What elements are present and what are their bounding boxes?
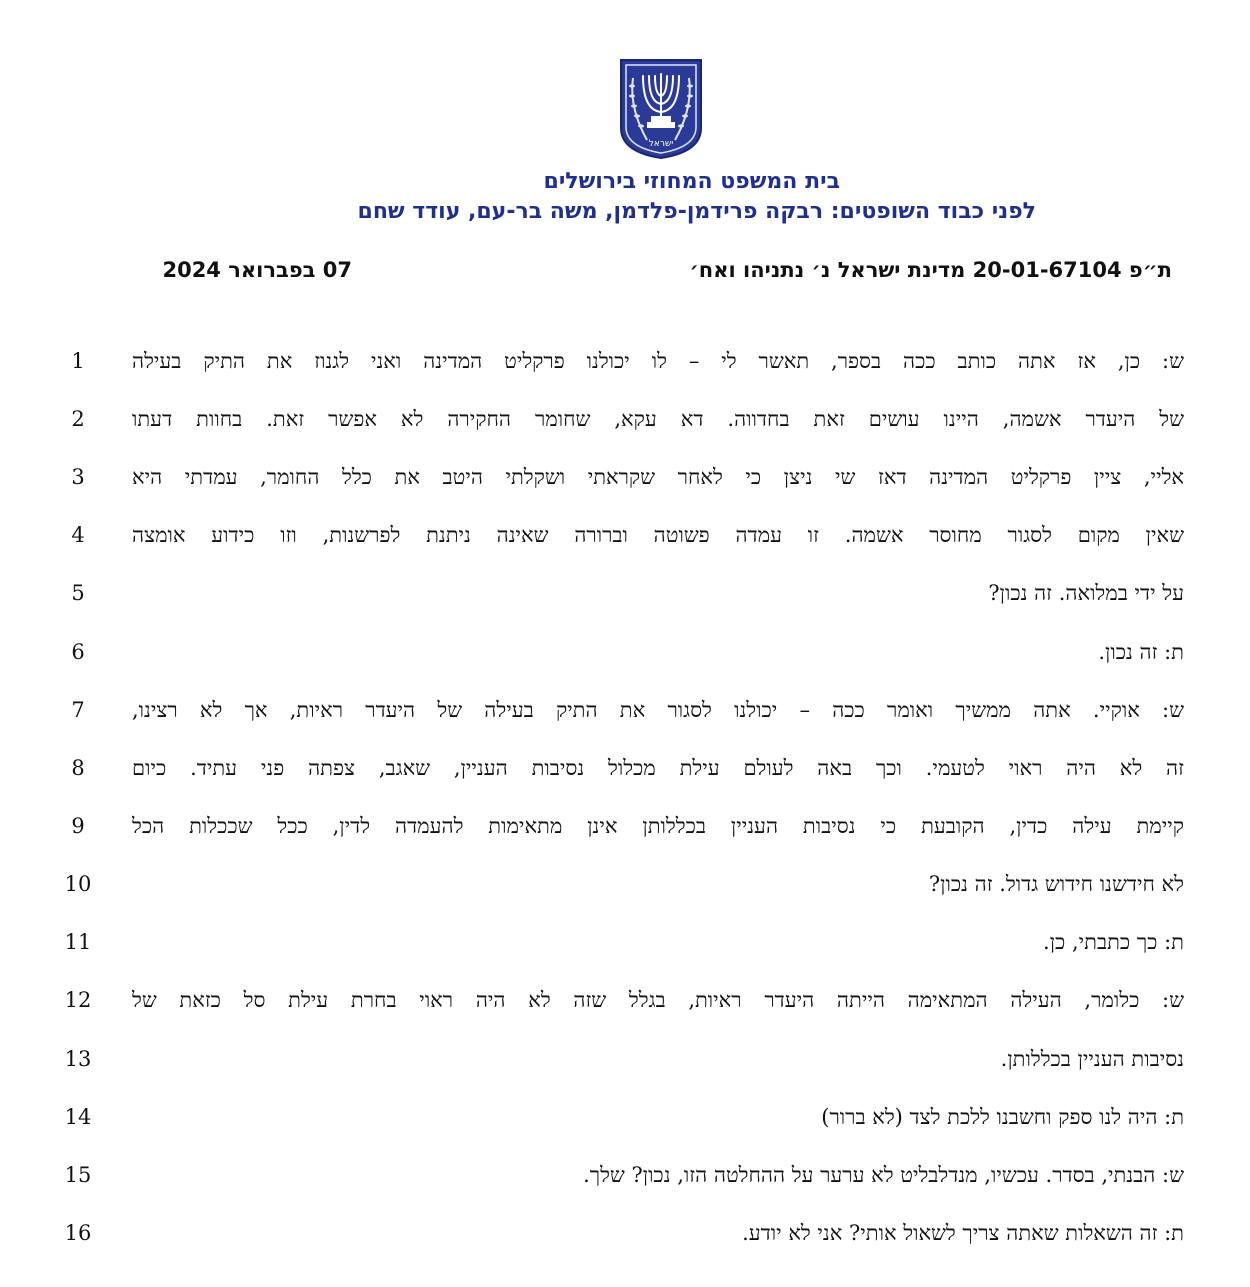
line-number: 16 (64, 1221, 92, 1245)
transcript-line (0, 515, 1250, 555)
transcript-line (0, 632, 1250, 672)
line-text: אליי, ציין פרקליט המדינה דאז שי ניצן כי לאחר שקראתי ושקלתי היטב את כלל החומר, עמדתי היא (132, 465, 1184, 489)
transcript-line (0, 1155, 1250, 1195)
line-text: לא חידשנו חידוש גדול. זה נכון? (928, 872, 1184, 896)
line-number: 7 (71, 698, 85, 722)
line-text: ש: אוקיי. אתה ממשיך ואומר ככה – יכולנו לסגור את התיק בעילה של היעדר ראיות, אך לא רצינו, (132, 698, 1184, 722)
line-text: ת: זה נכון. (1098, 640, 1184, 664)
line-text: שאין מקום לסגור מחוסר אשמה. זו עמדה פשוטה וברורה שאינה ניתנת לפרשנות, וזו כידוע אומצה (132, 523, 1184, 547)
line-text: על ידי במלואה. זה נכון? (988, 581, 1184, 605)
line-number: 14 (64, 1105, 92, 1129)
transcript-line (0, 748, 1250, 788)
line-text: ש: הבנתי, בסדר. עכשיו, מנדלבליט לא ערער על ההחלטה הזו, נכון? שלך. (583, 1163, 1184, 1187)
transcript-line (0, 399, 1250, 439)
line-number: 3 (71, 465, 85, 489)
transcript-line (0, 1097, 1250, 1137)
transcript-line (0, 573, 1250, 613)
line-number: 9 (71, 814, 85, 838)
line-number: 13 (64, 1047, 92, 1071)
transcript-line (0, 980, 1250, 1020)
transcript-line (0, 341, 1250, 381)
transcript-line (0, 864, 1250, 904)
line-number: 6 (71, 640, 85, 664)
line-number: 1 (71, 349, 85, 373)
line-number: 2 (71, 407, 85, 431)
court-name: בית המשפט המחוזי בירושלים (543, 169, 840, 194)
judges-line: לפני כבוד השופטים: רבקה פרידמן-פלדמן, משה בר-עם, עודד שחם (357, 199, 1036, 224)
line-text: קיימת עילה כדין, הקובעת כי נסיבות העניין בכללותן אינן מתאימות להעמדה לדין, ככל שככלות הכל (132, 814, 1184, 838)
hearing-date: 07 בפברואר 2024 (162, 258, 352, 282)
line-text: ש: כלומר, העילה המתאימה הייתה היעדר ראיות, בגלל שזה לא היה ראוי בחרת עילת סל כזאת של (132, 988, 1184, 1012)
line-text: ש: כן, אז אתה כותב ככה בספר, תאשר לי – לו יכולנו פרקליט המדינה ואני לגנוז את התיק בעילה (132, 349, 1184, 373)
line-text: זה לא היה ראוי לטעמי. וכך באה לעולם עילת מכלול נסיבות העניין, שאגב, צפתה פני עתיד. כיום (132, 756, 1184, 780)
line-text: של היעדר אשמה, היינו עושים זאת בחדווה. דא עקא, שחומר החקירה לא אפשר זאת. בחוות דעתו (132, 407, 1184, 431)
line-number: 15 (64, 1163, 92, 1187)
line-number: 12 (64, 988, 92, 1012)
transcript-line (0, 1039, 1250, 1079)
line-text: ת: כך כתבתי, כן. (1043, 930, 1184, 954)
line-number: 4 (71, 523, 85, 547)
emblem-text: ישראל (648, 139, 674, 149)
line-text: ת: היה לנו ספק וחשבנו ללכת לצד (לא ברור) (821, 1105, 1184, 1129)
line-number: 8 (71, 756, 85, 780)
transcript-line (0, 690, 1250, 730)
line-text: נסיבות העניין בכללותן. (1000, 1047, 1184, 1071)
transcript-line (0, 806, 1250, 846)
line-number: 5 (71, 581, 85, 605)
transcript-line (0, 1213, 1250, 1253)
line-number: 11 (64, 930, 92, 954)
line-number: 10 (64, 872, 92, 896)
transcript-line (0, 457, 1250, 497)
line-text: ת: זה השאלות שאתה צריך לשאול אותי? אני לא יודע. (742, 1221, 1184, 1245)
transcript-line (0, 922, 1250, 962)
case-title: ת״פ 20-01-67104 מדינת ישראל נ׳ נתניהו ואח׳ (689, 258, 1172, 282)
